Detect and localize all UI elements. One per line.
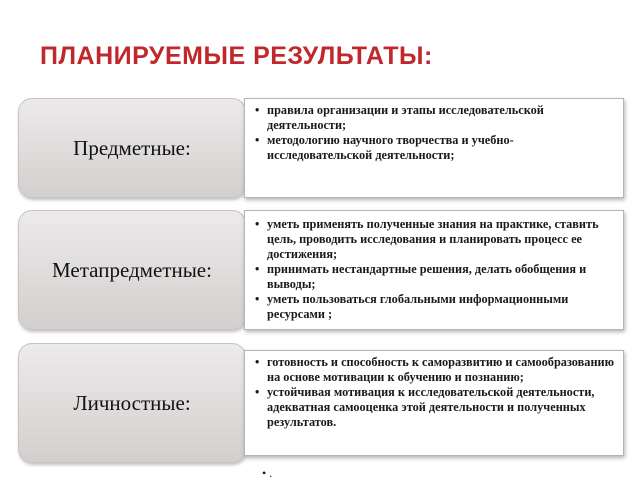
label-personal: Личностные: bbox=[73, 390, 191, 415]
label-subject: Предметные: bbox=[73, 135, 191, 160]
list-item: • принимать нестандартные решения, делать обобщения и выводы; bbox=[255, 262, 615, 292]
list-item: • уметь применять полученные знания на практике, ставить цель, проводить исследования и планировать процесс ее достижения; bbox=[255, 217, 615, 262]
content-box-personal bbox=[244, 350, 624, 456]
list-item: • методологию научного творчества и учебно-исследовательской деятельности; bbox=[255, 133, 615, 163]
list-item: • готовность и способность к саморазвитию и самообразованию на основе мотивации к обучению и познанию; bbox=[255, 355, 615, 385]
label-box-subject bbox=[18, 98, 246, 198]
list-metasubject bbox=[255, 217, 615, 322]
label-box-metasubject bbox=[18, 210, 246, 330]
page-title: ПЛАНИРУЕМЫЕ РЕЗУЛЬТАТЫ: bbox=[40, 42, 433, 70]
content-box-metasubject bbox=[244, 210, 624, 330]
list-item: • устойчивая мотивация к исследовательской деятельности, адекватная самооценка этой деятельности и полученных результатов. bbox=[255, 385, 615, 430]
list-item: • правила организации и этапы исследовательской деятельности; bbox=[255, 103, 615, 133]
trailing-bullet: • . bbox=[262, 466, 273, 480]
list-subject bbox=[255, 103, 615, 163]
list-personal bbox=[255, 355, 615, 430]
label-metasubject: Метапредметные: bbox=[52, 257, 212, 282]
content-box-subject bbox=[244, 98, 624, 198]
list-item: • уметь пользоваться глобальными информационными ресурсами ; bbox=[255, 292, 615, 322]
label-box-personal bbox=[18, 343, 246, 463]
